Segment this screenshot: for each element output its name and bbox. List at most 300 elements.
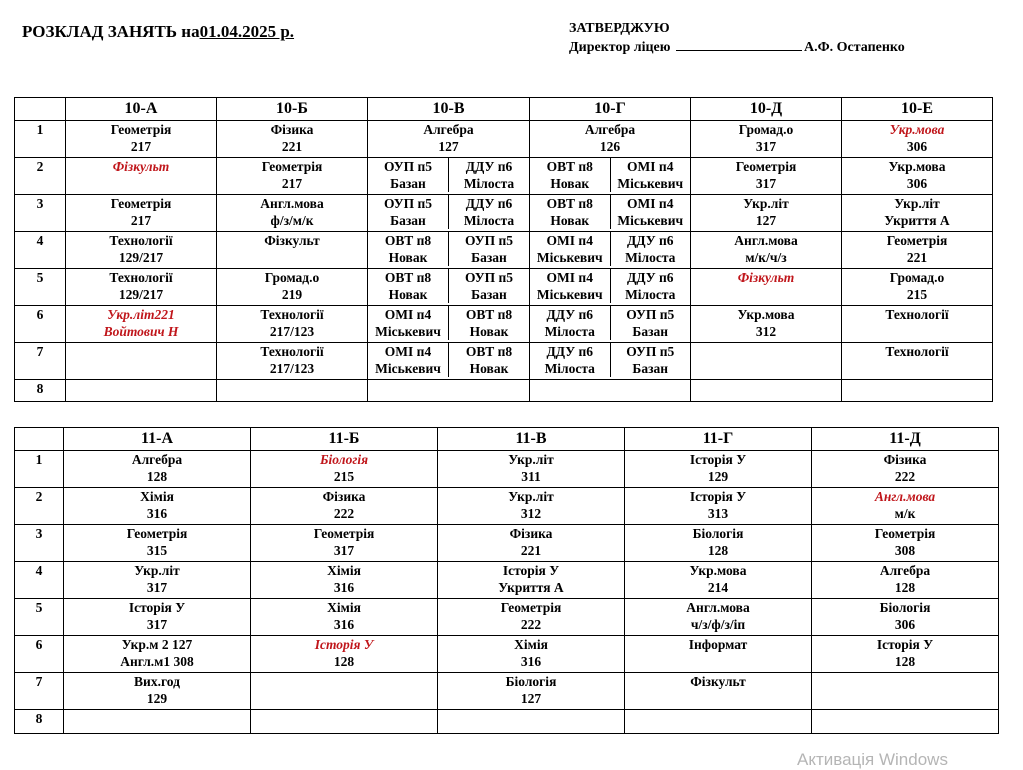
subject-text: Геометрія	[874, 526, 936, 541]
lesson-number: 5	[15, 269, 66, 306]
room-text: 312	[755, 324, 777, 339]
corner-cell	[15, 98, 66, 121]
subgroup-cell	[530, 343, 611, 377]
class-header: 10-Б	[217, 98, 368, 121]
split-subgroups	[368, 158, 529, 192]
room-text: 129	[146, 691, 168, 706]
room-text: 221	[281, 139, 303, 154]
room-text: 312	[520, 506, 542, 521]
schedule-cell	[691, 232, 842, 269]
subgroup-teacher: Мілоста	[463, 213, 515, 228]
subgroup-cell	[449, 195, 529, 229]
schedule-cell	[530, 158, 691, 195]
schedule-cell	[64, 673, 251, 710]
header-row	[15, 98, 993, 121]
split-subgroups	[368, 269, 529, 303]
split-subgroups	[530, 158, 690, 192]
subgroup-subject: ОУП п5	[383, 196, 433, 211]
class-header: 10-Е	[842, 98, 993, 121]
subgroup-subject: ОМІ п4	[546, 233, 593, 248]
schedule-cell	[66, 195, 217, 232]
subgroup-cell	[530, 158, 611, 192]
room-text: 128	[146, 469, 168, 484]
schedule-cell	[64, 451, 251, 488]
subgroup-subject: ОВТ п8	[465, 344, 513, 359]
schedule-cell	[251, 710, 438, 734]
subject-text: Біологія	[692, 526, 744, 541]
class-header: 10-А	[66, 98, 217, 121]
split-subgroups	[368, 195, 529, 229]
subgroup-cell	[449, 269, 529, 303]
room-text: 315	[146, 543, 168, 558]
class-header: 11-В	[438, 428, 625, 451]
subject-text: Алгебра	[584, 122, 636, 137]
subject-text: Фізика	[509, 526, 553, 541]
subject-text: Фізика	[883, 452, 927, 467]
lesson-number: 4	[15, 232, 66, 269]
subject-text: Хімія	[514, 637, 548, 652]
room-text: 221	[906, 250, 928, 265]
schedule-cell	[625, 488, 812, 525]
room-text: ф/з/м/к	[270, 213, 314, 228]
subject-text: Фізика	[322, 489, 366, 504]
lesson-number: 1	[15, 451, 64, 488]
subject-text: Історія У	[689, 452, 747, 467]
subgroup-subject: ОУП п5	[626, 344, 675, 359]
subject-text: Укр.літ	[508, 489, 554, 504]
subject-text: Геометрія	[126, 526, 188, 541]
split-subgroups	[530, 306, 690, 340]
lesson-number: 7	[15, 343, 66, 380]
subject-text: Історія У	[689, 489, 747, 504]
schedule-cell	[368, 343, 530, 380]
schedule-cell	[217, 121, 368, 158]
schedule-cell	[842, 343, 993, 380]
subgroup-teacher: Базан	[390, 213, 426, 228]
subject-text: Укр.мова	[889, 122, 945, 137]
subject-text: Алгебра	[131, 452, 183, 467]
room-text: 217	[281, 176, 303, 191]
subgroup-subject: ДДУ п6	[546, 307, 594, 322]
schedule-cell	[251, 673, 438, 710]
schedule-cell	[530, 195, 691, 232]
lesson-number: 6	[15, 306, 66, 343]
schedule-cell	[438, 673, 625, 710]
subgroup-teacher: Базан	[471, 250, 507, 265]
split-subgroups	[368, 343, 529, 377]
lesson-row	[15, 710, 999, 734]
room-text: Укриття А	[498, 580, 564, 595]
schedule-cell	[691, 306, 842, 343]
subject-text: Укр.м 2 127	[121, 637, 193, 652]
subject-text: Громад.о	[889, 270, 945, 285]
schedule-cell	[251, 451, 438, 488]
subgroup-cell	[368, 269, 449, 303]
room-text: 306	[906, 176, 928, 191]
subgroup-cell	[611, 269, 691, 303]
lesson-number: 7	[15, 673, 64, 710]
subject-text: Історія У	[314, 637, 374, 652]
windows-activation-watermark: Активація Windows	[797, 750, 948, 769]
approval-block	[569, 20, 905, 57]
subgroup-teacher: Мілоста	[625, 287, 676, 302]
subgroup-subject: ДДУ п6	[626, 233, 674, 248]
subject-text: Вих.год	[134, 674, 180, 689]
lesson-row	[15, 195, 993, 232]
subgroup-subject: ОМІ п4	[627, 196, 674, 211]
schedule-cell	[64, 599, 251, 636]
subgroup-subject: ОМІ п4	[384, 344, 432, 359]
room-text: м/к/ч/з	[745, 250, 787, 265]
schedule-cell	[812, 673, 999, 710]
subgroup-cell	[530, 306, 611, 340]
schedule-cell	[530, 343, 691, 380]
subgroup-subject: ОВТ п8	[384, 233, 432, 248]
subject-text: Англ.мова	[874, 489, 936, 504]
schedule-cell	[438, 710, 625, 734]
subgroup-teacher: Міськевич	[617, 176, 684, 191]
schedule-cell	[251, 488, 438, 525]
schedule-cell	[64, 710, 251, 734]
subject-text: Фізкульт	[264, 233, 320, 248]
class-header: 11-Г	[625, 428, 812, 451]
room-text: 222	[520, 617, 542, 632]
lesson-row	[15, 158, 993, 195]
room-text: ч/з/ф/з/іп	[690, 617, 746, 632]
class-header: 10-Д	[691, 98, 842, 121]
schedule-cell	[438, 599, 625, 636]
subgroup-cell	[449, 158, 529, 192]
subgroup-teacher: Новак	[469, 361, 509, 376]
room-text: 217/123	[269, 361, 315, 376]
room-text: Англ.м1 308	[120, 654, 194, 669]
schedule-cell	[368, 195, 530, 232]
subject-text: Технології	[885, 307, 949, 322]
subgroup-teacher: Міськевич	[536, 250, 603, 265]
schedule-cell	[217, 158, 368, 195]
subject-text: Фізика	[270, 122, 314, 137]
subgroup-teacher: Міськевич	[536, 287, 603, 302]
schedule-cell	[691, 343, 842, 380]
schedule-cell	[812, 562, 999, 599]
subgroup-teacher: Мілоста	[544, 361, 595, 376]
subject-text: Геометрія	[261, 159, 323, 174]
schedule-cell	[530, 121, 691, 158]
schedule-cell	[530, 269, 691, 306]
subgroup-teacher: Міськевич	[617, 213, 684, 228]
schedule-cell	[842, 269, 993, 306]
schedule-cell	[217, 306, 368, 343]
room-text: 129/217	[118, 287, 164, 302]
subject-text: Хімія	[140, 489, 174, 504]
schedule-cell	[691, 195, 842, 232]
room-text: 306	[906, 139, 928, 154]
room-text: 317	[755, 139, 777, 154]
schedule-table-10	[14, 97, 993, 402]
subgroup-subject: ОМІ п4	[384, 307, 432, 322]
room-text: 129/217	[118, 250, 164, 265]
subject-text: Фізкульт	[737, 270, 795, 285]
approve-signature-line: Директор ліцею А.Ф. Остапенко	[569, 40, 905, 55]
room-text: 311	[521, 469, 541, 484]
subgroup-subject: ОВТ п8	[546, 196, 593, 211]
subject-text: Історія У	[876, 637, 934, 652]
subgroup-teacher: Мілоста	[463, 176, 515, 191]
class-header: 11-Д	[812, 428, 999, 451]
schedule-cell	[842, 121, 993, 158]
subgroup-subject: ДДУ п6	[626, 270, 674, 285]
room-text: м/к	[894, 506, 916, 521]
schedule-cell	[812, 710, 999, 734]
subject-text: Фізкульт	[690, 674, 746, 689]
lesson-row	[15, 488, 999, 525]
subgroup-teacher: Новак	[550, 176, 590, 191]
schedule-cell	[625, 525, 812, 562]
schedule-cell	[438, 488, 625, 525]
subject-text: Укр.літ221	[107, 307, 175, 322]
subgroup-teacher: Новак	[388, 287, 428, 302]
subgroup-cell	[368, 158, 449, 192]
subgroup-subject: ОУП п5	[383, 159, 433, 174]
schedule-cell	[64, 488, 251, 525]
subject-text: Укр.мова	[737, 307, 795, 322]
split-subgroups	[368, 306, 529, 340]
subject-text: Геометрія	[110, 196, 172, 211]
schedule-cell	[66, 232, 217, 269]
subject-text: Англ.мова	[734, 233, 798, 248]
subgroup-teacher: Базан	[471, 287, 507, 302]
subgroup-subject: ОМІ п4	[546, 270, 593, 285]
subject-text: Інформат	[688, 637, 748, 652]
room-text: 222	[333, 506, 355, 521]
schedule-cell	[368, 158, 530, 195]
subgroup-subject: ОМІ п4	[627, 159, 674, 174]
schedule-cell	[625, 562, 812, 599]
room-text: Укриття А	[884, 213, 950, 228]
room-text: 215	[906, 287, 928, 302]
schedule-cell	[625, 636, 812, 673]
room-text: 126	[599, 139, 621, 154]
subject-text: Алгебра	[879, 563, 931, 578]
subject-text: Хімія	[327, 563, 361, 578]
room-text: 214	[707, 580, 729, 595]
lesson-row	[15, 269, 993, 306]
lesson-row	[15, 380, 993, 402]
subgroup-cell	[449, 306, 529, 340]
subgroup-cell	[449, 232, 529, 266]
schedule-cell	[625, 599, 812, 636]
schedule-cell	[66, 158, 217, 195]
schedule-cell	[217, 269, 368, 306]
schedule-cell	[842, 195, 993, 232]
schedule-cell	[530, 232, 691, 269]
room-text: 317	[146, 580, 168, 595]
corner-cell	[15, 428, 64, 451]
schedule-cell	[691, 269, 842, 306]
lesson-row	[15, 599, 999, 636]
approve-heading: ЗАТВЕРДЖУЮ	[569, 21, 670, 36]
subject-text: Громад.о	[264, 270, 320, 285]
split-subgroups	[530, 343, 690, 377]
room-text: 308	[894, 543, 916, 558]
subject-text: Укр.літ	[508, 452, 554, 467]
subject-text: Технології	[260, 344, 324, 359]
subject-text: Геометрія	[500, 600, 562, 615]
split-subgroups	[368, 232, 529, 266]
room-text: 316	[333, 617, 355, 632]
subgroup-teacher: Новак	[388, 250, 428, 265]
subgroup-cell	[611, 343, 691, 377]
schedule-cell	[438, 525, 625, 562]
split-subgroups	[530, 269, 690, 303]
subgroup-subject: ОУП п5	[464, 233, 514, 248]
room-text: 219	[281, 287, 303, 302]
subject-text: Англ.мова	[260, 196, 324, 211]
subgroup-teacher: Базан	[390, 176, 426, 191]
schedule-cell	[842, 232, 993, 269]
header-row	[15, 428, 999, 451]
subgroup-cell	[611, 306, 691, 340]
schedule-cell	[812, 636, 999, 673]
subgroup-cell	[611, 195, 691, 229]
room-text: Войтович Н	[103, 324, 179, 339]
subgroup-subject: ДДУ п6	[546, 344, 594, 359]
schedule-cell	[625, 673, 812, 710]
lesson-row	[15, 636, 999, 673]
room-text: 221	[520, 543, 542, 558]
room-text: 217	[130, 139, 152, 154]
subject-text: Геометрія	[313, 526, 375, 541]
subgroup-cell	[368, 195, 449, 229]
room-text: 317	[755, 176, 777, 191]
subject-text: Біологія	[879, 600, 931, 615]
room-text: 217/123	[269, 324, 315, 339]
lesson-number: 3	[15, 195, 66, 232]
subject-text: Біологія	[319, 452, 369, 467]
lesson-row	[15, 121, 993, 158]
subject-text: Укр.мова	[689, 563, 747, 578]
subgroup-cell	[368, 306, 449, 340]
subgroup-cell	[611, 232, 691, 266]
subject-text: Укр.літ	[743, 196, 789, 211]
schedule-cell	[64, 525, 251, 562]
subgroup-cell	[368, 343, 449, 377]
schedule-cell	[368, 306, 530, 343]
schedule-title	[22, 22, 294, 42]
lesson-number: 6	[15, 636, 64, 673]
lesson-number: 2	[15, 488, 64, 525]
subject-text: Геометрія	[886, 233, 948, 248]
schedule-cell	[66, 269, 217, 306]
room-text: 128	[333, 654, 355, 669]
subject-text: Історія У	[128, 600, 186, 615]
schedule-cell	[530, 306, 691, 343]
room-text: 317	[333, 543, 355, 558]
schedule-cell	[691, 121, 842, 158]
subject-text: Біологія	[505, 674, 557, 689]
subgroup-subject: ОУП п5	[464, 270, 514, 285]
signature-blank	[676, 38, 802, 51]
schedule-cell	[438, 451, 625, 488]
subgroup-teacher: Міськевич	[375, 361, 441, 376]
schedule-cell	[842, 158, 993, 195]
subgroup-subject: ОВТ п8	[384, 270, 432, 285]
subject-text: Хімія	[327, 600, 361, 615]
subject-text: Громад.о	[738, 122, 794, 137]
schedule-cell	[842, 306, 993, 343]
subject-text: Геометрія	[735, 159, 797, 174]
room-text: 128	[894, 580, 916, 595]
schedule-cell	[812, 599, 999, 636]
room-text: 129	[707, 469, 729, 484]
subgroup-cell	[530, 232, 611, 266]
schedule-cell	[438, 562, 625, 599]
room-text: 128	[894, 654, 916, 669]
subgroup-teacher: Базан	[632, 324, 669, 339]
schedule-cell	[691, 380, 842, 402]
schedule-cell	[251, 636, 438, 673]
title-date: 01.04.2025 р.	[199, 22, 295, 41]
schedule-cell	[368, 232, 530, 269]
subgroup-subject: ОУП п5	[626, 307, 675, 322]
lesson-number: 8	[15, 380, 66, 402]
subject-text: Фізкульт	[112, 159, 170, 174]
subject-text: Геометрія	[110, 122, 172, 137]
lesson-number: 4	[15, 562, 64, 599]
schedule-cell	[217, 232, 368, 269]
subgroup-teacher: Мілоста	[625, 250, 676, 265]
lesson-row	[15, 525, 999, 562]
schedule-table-11	[14, 427, 999, 734]
schedule-cell	[368, 380, 530, 402]
room-text: 317	[146, 617, 168, 632]
subgroup-cell	[530, 195, 611, 229]
schedule-cell	[691, 158, 842, 195]
subgroup-subject: ОВТ п8	[465, 307, 513, 322]
subgroup-cell	[611, 158, 691, 192]
subgroup-subject: ОВТ п8	[546, 159, 593, 174]
subject-text: Укр.мова	[888, 159, 946, 174]
lesson-row	[15, 232, 993, 269]
subgroup-cell	[449, 343, 529, 377]
room-text: 217	[130, 213, 152, 228]
lesson-row	[15, 451, 999, 488]
class-header: 11-А	[64, 428, 251, 451]
subgroup-cell	[368, 232, 449, 266]
subgroup-subject: ДДУ п6	[465, 196, 513, 211]
subgroup-teacher: Новак	[550, 213, 590, 228]
lesson-number: 2	[15, 158, 66, 195]
lesson-number: 8	[15, 710, 64, 734]
lesson-number: 5	[15, 599, 64, 636]
room-text: 215	[333, 469, 355, 484]
lesson-number: 1	[15, 121, 66, 158]
subject-text: Технології	[109, 233, 173, 248]
schedule-cell	[368, 269, 530, 306]
subgroup-teacher: Мілоста	[544, 324, 595, 339]
room-text: 313	[707, 506, 729, 521]
subject-text: Технології	[109, 270, 173, 285]
room-text: 316	[146, 506, 168, 521]
schedule-cell	[812, 525, 999, 562]
schedule-cell	[812, 488, 999, 525]
split-subgroups	[530, 195, 690, 229]
subgroup-subject: ДДУ п6	[465, 159, 513, 174]
schedule-cell	[66, 380, 217, 402]
schedule-cell	[66, 343, 217, 380]
class-header: 10-Г	[530, 98, 691, 121]
subject-text: Укр.літ	[894, 196, 940, 211]
